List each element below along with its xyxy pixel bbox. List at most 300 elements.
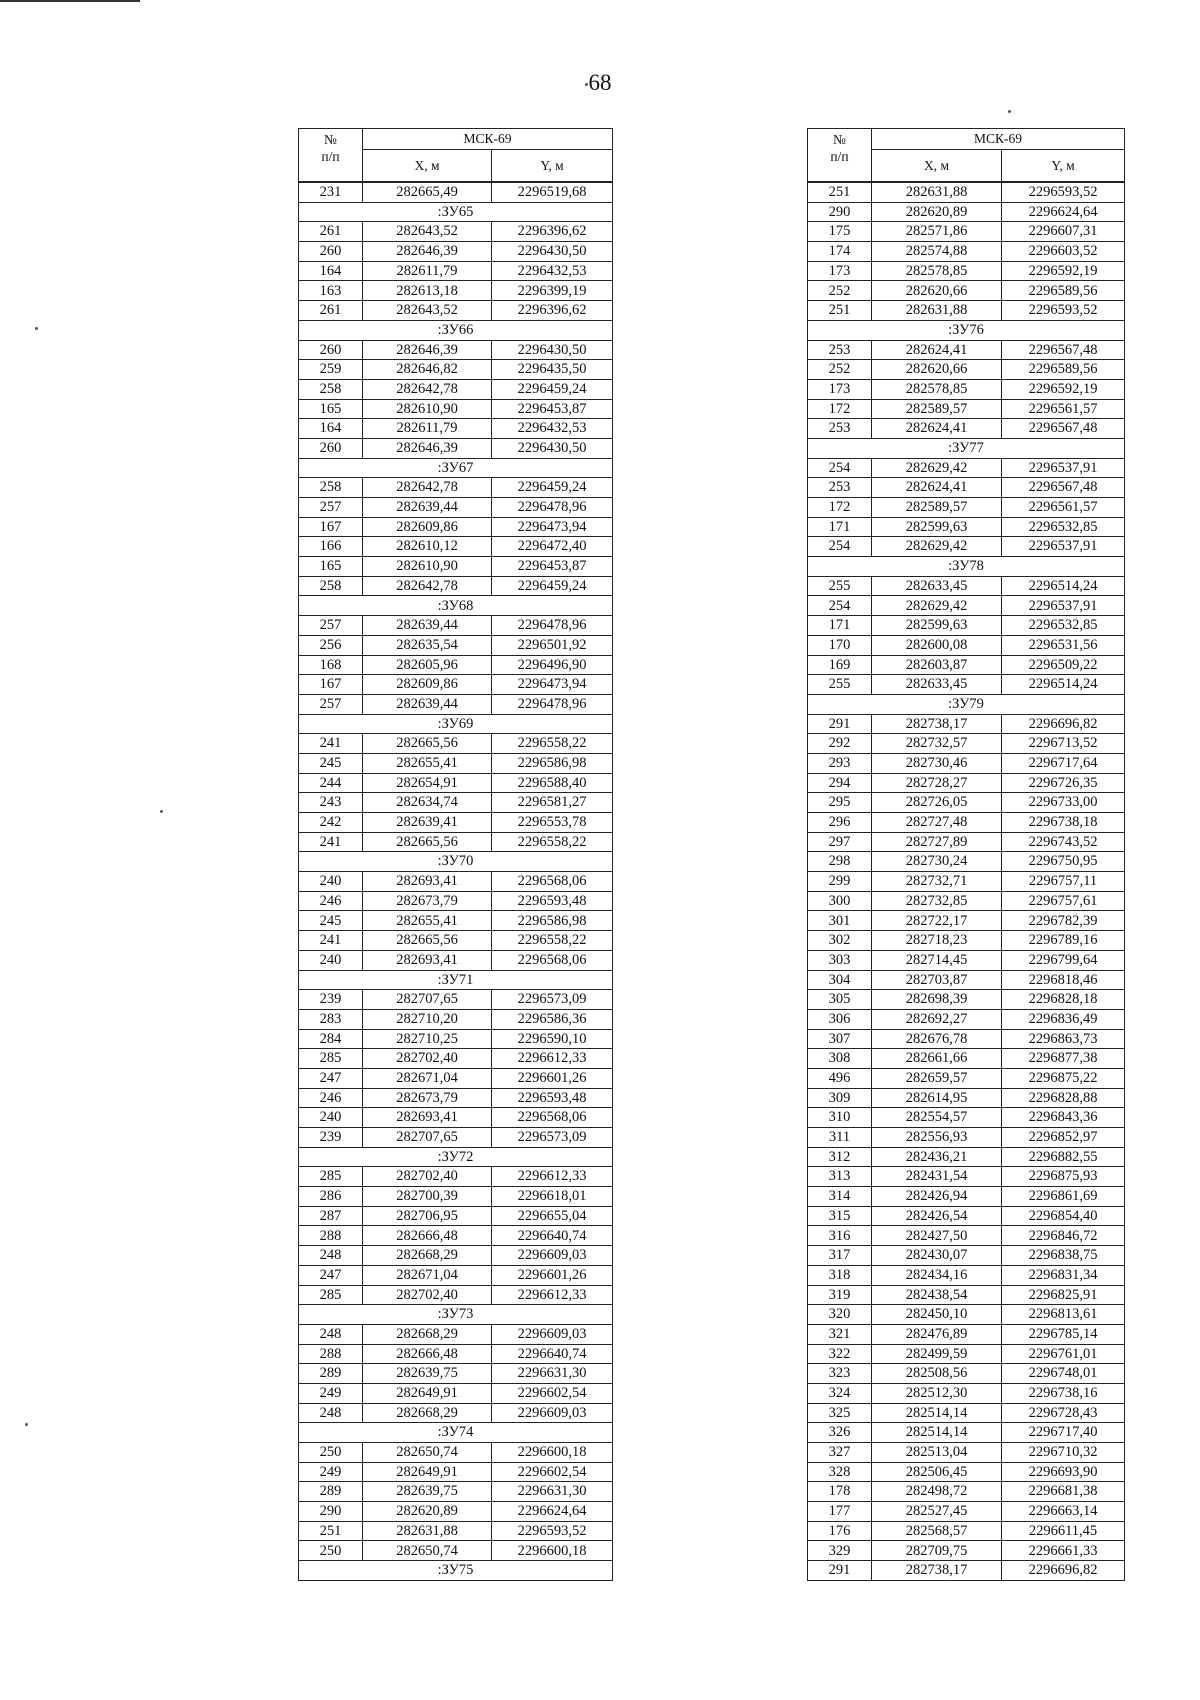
point-number-cell: 165 [299,557,363,577]
x-coordinate-cell: 282611,79 [363,419,492,439]
table-row [808,478,1125,498]
x-coordinate-cell: 282568,57 [872,1521,1002,1541]
y-coordinate-cell: 2296831,34 [1002,1265,1125,1285]
x-coordinate-cell: 282624,41 [872,340,1002,360]
y-coordinate-cell: 2296459,24 [492,576,613,596]
x-coordinate-cell: 282727,48 [872,813,1002,833]
section-row [299,714,613,734]
section-row [808,438,1125,458]
y-coordinate-cell: 2296818,46 [1002,970,1125,990]
x-coordinate-cell: 282730,24 [872,852,1002,872]
x-coordinate-cell: 282610,12 [363,537,492,557]
table-row [808,911,1125,931]
table-row [808,1226,1125,1246]
y-coordinate-cell: 2296661,33 [1002,1541,1125,1561]
point-number-cell: 257 [299,694,363,714]
x-coordinate-cell: 282527,45 [872,1502,1002,1522]
table-row [299,1187,613,1207]
table-row [299,1049,613,1069]
coordinate-system-header: МСК-69 [872,129,1125,150]
y-coordinate-cell: 2296854,40 [1002,1206,1125,1226]
point-number-cell: 258 [299,478,363,498]
x-coordinate-cell: 282706,95 [363,1206,492,1226]
point-number-cell: 166 [299,537,363,557]
table-row [808,1383,1125,1403]
table-row [299,360,613,380]
point-number-cell: 250 [299,1443,363,1463]
x-coordinate-cell: 282732,71 [872,872,1002,892]
x-coordinate-cell: 282635,54 [363,635,492,655]
point-number-cell: 305 [808,990,872,1010]
point-number-cell: 171 [808,517,872,537]
point-number-cell: 257 [299,616,363,636]
section-label: :ЗУ74 [299,1423,613,1443]
y-coordinate-cell: 2296509,22 [1002,655,1125,675]
y-coordinate-cell: 2296681,38 [1002,1482,1125,1502]
table-row [808,340,1125,360]
y-coordinate-cell: 2296519,68 [492,182,613,202]
y-coordinate-cell: 2296514,24 [1002,576,1125,596]
section-row [299,1561,613,1581]
x-coordinate-cell: 282506,45 [872,1462,1002,1482]
point-number-cell: 326 [808,1423,872,1443]
table-row [299,478,613,498]
point-number-cell: 251 [808,182,872,202]
point-number-cell: 296 [808,813,872,833]
table-row [299,1246,613,1266]
point-number-cell: 314 [808,1187,872,1207]
table-row [808,498,1125,518]
x-coordinate-cell: 282671,04 [363,1265,492,1285]
x-coordinate-cell: 282609,86 [363,517,492,537]
y-coordinate-cell: 2296430,50 [492,340,613,360]
y-coordinate-cell: 2296432,53 [492,419,613,439]
table-row [299,1502,613,1522]
section-label: :ЗУ69 [299,714,613,734]
table-row [299,1541,613,1561]
y-coordinate-cell: 2296603,52 [1002,242,1125,262]
x-coordinate-cell: 282605,96 [363,655,492,675]
point-number-cell: 254 [808,596,872,616]
section-label: :ЗУ68 [299,596,613,616]
table-body [299,182,613,1580]
y-coordinate-cell: 2296472,40 [492,537,613,557]
scan-speck [35,327,38,330]
section-row [299,1423,613,1443]
point-number-cell: 287 [299,1206,363,1226]
x-coordinate-cell: 282665,49 [363,182,492,202]
table-row [299,242,613,262]
y-coordinate-cell: 2296757,11 [1002,872,1125,892]
table-row [808,1423,1125,1443]
point-number-cell: 258 [299,379,363,399]
point-number-cell: 308 [808,1049,872,1069]
y-coordinate-cell: 2296882,55 [1002,1147,1125,1167]
x-coordinate-cell: 282710,25 [363,1029,492,1049]
table-row [299,261,613,281]
table-row [808,458,1125,478]
y-coordinate-cell: 2296573,09 [492,990,613,1010]
y-coordinate-cell: 2296453,87 [492,399,613,419]
x-coordinate-cell: 282668,29 [363,1403,492,1423]
point-number-cell: 291 [808,1561,872,1581]
table-row [808,1049,1125,1069]
section-label: :ЗУ66 [299,320,613,340]
y-coordinate-cell: 2296537,91 [1002,596,1125,616]
table-row [808,360,1125,380]
point-number-cell: 177 [808,1502,872,1522]
point-number-cell: 322 [808,1344,872,1364]
x-coordinate-cell: 282426,94 [872,1187,1002,1207]
table-row [299,438,613,458]
table-row [299,1029,613,1049]
x-coordinate-cell: 282673,79 [363,1088,492,1108]
x-coordinate-cell: 282710,20 [363,1009,492,1029]
x-coordinate-cell: 282722,17 [872,911,1002,931]
x-coordinate-cell: 282718,23 [872,931,1002,951]
point-number-cell: 290 [808,202,872,222]
y-coordinate-cell: 2296726,35 [1002,773,1125,793]
table-row [808,576,1125,596]
scan-top-rule [0,0,140,2]
point-number-cell: 245 [299,911,363,931]
y-coordinate-cell: 2296589,56 [1002,281,1125,301]
point-number-cell: 291 [808,714,872,734]
y-header: Y, м [492,150,613,183]
y-coordinate-cell: 2296838,75 [1002,1246,1125,1266]
point-number-cell: 252 [808,360,872,380]
point-number-cell: 299 [808,872,872,892]
table-row [299,1383,613,1403]
y-coordinate-cell: 2296601,26 [492,1068,613,1088]
y-coordinate-cell: 2296609,03 [492,1403,613,1423]
x-coordinate-cell: 282631,88 [363,1521,492,1541]
x-coordinate-cell: 282639,41 [363,813,492,833]
y-coordinate-cell: 2296640,74 [492,1344,613,1364]
point-number-cell: 173 [808,261,872,281]
section-label: :ЗУ76 [808,320,1125,340]
x-coordinate-cell: 282613,18 [363,281,492,301]
section-label: :ЗУ72 [299,1147,613,1167]
point-number-cell: 288 [299,1344,363,1364]
point-number-cell: 285 [299,1167,363,1187]
y-coordinate-cell: 2296501,92 [492,635,613,655]
point-number-cell: 256 [299,635,363,655]
point-number-cell: 164 [299,261,363,281]
y-coordinate-cell: 2296624,64 [492,1502,613,1522]
point-number-cell: 261 [299,222,363,242]
x-coordinate-cell: 282646,39 [363,242,492,262]
table-row [808,517,1125,537]
x-coordinate-cell: 282642,78 [363,576,492,596]
point-number-cell: 304 [808,970,872,990]
x-coordinate-cell: 282693,41 [363,950,492,970]
y-header: Y, м [1002,150,1125,183]
section-label: :ЗУ71 [299,970,613,990]
x-coordinate-cell: 282426,54 [872,1206,1002,1226]
table-row [299,734,613,754]
table-row [299,537,613,557]
x-coordinate-cell: 282574,88 [872,242,1002,262]
y-coordinate-cell: 2296558,22 [492,931,613,951]
point-number-cell: 292 [808,734,872,754]
point-number-cell: 178 [808,1482,872,1502]
table-row [299,1108,613,1128]
point-number-cell: 302 [808,931,872,951]
x-coordinate-cell: 282692,27 [872,1009,1002,1029]
table-row [808,261,1125,281]
point-number-cell: 251 [808,301,872,321]
y-coordinate-cell: 2296586,36 [492,1009,613,1029]
table-row [299,1128,613,1148]
x-coordinate-cell: 282508,56 [872,1364,1002,1384]
point-number-cell: 285 [299,1285,363,1305]
y-coordinate-cell: 2296861,69 [1002,1187,1125,1207]
y-coordinate-cell: 2296537,91 [1002,458,1125,478]
scan-speck [25,1423,28,1426]
y-coordinate-cell: 2296607,31 [1002,222,1125,242]
x-coordinate-cell: 282599,63 [872,517,1002,537]
x-coordinate-cell: 282676,78 [872,1029,1002,1049]
point-number-cell: 307 [808,1029,872,1049]
x-coordinate-cell: 282702,40 [363,1049,492,1069]
y-coordinate-cell: 2296496,90 [492,655,613,675]
point-number-cell: 320 [808,1305,872,1325]
y-coordinate-cell: 2296875,93 [1002,1167,1125,1187]
point-number-cell: 317 [808,1246,872,1266]
x-coordinate-cell: 282703,87 [872,970,1002,990]
x-coordinate-cell: 282726,05 [872,793,1002,813]
x-coordinate-cell: 282513,04 [872,1443,1002,1463]
table-row [299,1324,613,1344]
x-coordinate-cell: 282700,39 [363,1187,492,1207]
table-row [299,1403,613,1423]
table-row [299,990,613,1010]
point-number-cell: 251 [299,1521,363,1541]
x-coordinate-cell: 282665,56 [363,931,492,951]
point-number-cell: 301 [808,911,872,931]
table-row [299,1462,613,1482]
x-coordinate-cell: 282659,57 [872,1068,1002,1088]
x-coordinate-cell: 282639,44 [363,616,492,636]
x-coordinate-cell: 282430,07 [872,1246,1002,1266]
table-row [808,379,1125,399]
x-coordinate-cell: 282665,56 [363,734,492,754]
y-coordinate-cell: 2296875,22 [1002,1068,1125,1088]
table-row [299,557,613,577]
table-row [299,891,613,911]
page-number: 68 [588,70,612,95]
table-row [808,242,1125,262]
y-coordinate-cell: 2296836,49 [1002,1009,1125,1029]
table-row [299,399,613,419]
point-number-cell: 288 [299,1226,363,1246]
table-row [808,1068,1125,1088]
y-coordinate-cell: 2296473,94 [492,517,613,537]
y-coordinate-cell: 2296612,33 [492,1049,613,1069]
point-number-cell: 248 [299,1324,363,1344]
table-row [808,1285,1125,1305]
x-header: X, м [363,150,492,183]
point-number-cell: 240 [299,950,363,970]
table-row [808,832,1125,852]
x-coordinate-cell: 282668,29 [363,1324,492,1344]
table-row [299,773,613,793]
y-coordinate-cell: 2296828,88 [1002,1088,1125,1108]
y-coordinate-cell: 2296710,32 [1002,1443,1125,1463]
point-number-cell: 306 [808,1009,872,1029]
point-number-cell: 247 [299,1265,363,1285]
table-row [299,419,613,439]
point-number-cell: 258 [299,576,363,596]
y-coordinate-cell: 2296785,14 [1002,1324,1125,1344]
table-body [808,182,1125,1580]
y-coordinate-cell: 2296877,38 [1002,1049,1125,1069]
x-coordinate-cell: 282649,91 [363,1462,492,1482]
x-coordinate-cell: 282514,14 [872,1423,1002,1443]
section-row [808,557,1125,577]
x-coordinate-cell: 282646,39 [363,340,492,360]
x-coordinate-cell: 282732,85 [872,891,1002,911]
point-number-cell: 285 [299,1049,363,1069]
table-row [808,1265,1125,1285]
table-row [808,753,1125,773]
point-number-cell: 300 [808,891,872,911]
section-row [299,596,613,616]
section-row [299,1305,613,1325]
point-number-cell: 171 [808,616,872,636]
table-row [808,1246,1125,1266]
point-number-cell: 327 [808,1443,872,1463]
y-coordinate-cell: 2296586,98 [492,911,613,931]
section-row [299,320,613,340]
point-number-cell: 260 [299,242,363,262]
y-coordinate-cell: 2296609,03 [492,1246,613,1266]
table-row [808,950,1125,970]
x-coordinate-cell: 282631,88 [872,301,1002,321]
y-coordinate-cell: 2296589,56 [1002,360,1125,380]
x-coordinate-cell: 282650,74 [363,1443,492,1463]
table-row [808,872,1125,892]
y-coordinate-cell: 2296553,78 [492,813,613,833]
y-coordinate-cell: 2296693,90 [1002,1462,1125,1482]
y-coordinate-cell: 2296430,50 [492,242,613,262]
point-number-cell: 298 [808,852,872,872]
y-coordinate-cell: 2296750,95 [1002,852,1125,872]
table-row [299,1364,613,1384]
point-number-cell: 321 [808,1324,872,1344]
table-row [299,950,613,970]
x-coordinate-cell: 282642,78 [363,478,492,498]
y-coordinate-cell: 2296561,57 [1002,498,1125,518]
y-coordinate-cell: 2296573,09 [492,1128,613,1148]
y-coordinate-cell: 2296558,22 [492,832,613,852]
table-row [808,852,1125,872]
point-number-cell: 253 [808,340,872,360]
point-number-cell: 310 [808,1108,872,1128]
point-number-cell: 250 [299,1541,363,1561]
x-coordinate-cell: 282498,72 [872,1482,1002,1502]
y-coordinate-cell: 2296459,24 [492,478,613,498]
y-coordinate-cell: 2296757,61 [1002,891,1125,911]
y-coordinate-cell: 2296618,01 [492,1187,613,1207]
table-row [299,222,613,242]
y-coordinate-cell: 2296612,33 [492,1167,613,1187]
x-coordinate-cell: 282646,39 [363,438,492,458]
table-row [808,1167,1125,1187]
table-row [299,1206,613,1226]
point-number-cell: 246 [299,1088,363,1108]
table-row [299,931,613,951]
x-coordinate-cell: 282476,89 [872,1324,1002,1344]
y-coordinate-cell: 2296532,85 [1002,517,1125,537]
y-coordinate-cell: 2296738,18 [1002,813,1125,833]
section-label: :ЗУ78 [808,557,1125,577]
y-coordinate-cell: 2296713,52 [1002,734,1125,754]
x-coordinate-cell: 282709,75 [872,1541,1002,1561]
x-coordinate-cell: 282624,41 [872,419,1002,439]
y-coordinate-cell: 2296537,91 [1002,537,1125,557]
y-coordinate-cell: 2296728,43 [1002,1403,1125,1423]
point-number-cell: 293 [808,753,872,773]
point-number-cell: 328 [808,1462,872,1482]
point-number-cell: 254 [808,458,872,478]
table-row [299,694,613,714]
table-row [808,1029,1125,1049]
point-number-cell: 318 [808,1265,872,1285]
table-row [808,1108,1125,1128]
table-row [808,419,1125,439]
point-number-cell: 289 [299,1482,363,1502]
x-coordinate-cell: 282631,88 [872,182,1002,202]
table-row [299,813,613,833]
table-row [808,1324,1125,1344]
point-number-cell: 175 [808,222,872,242]
table-row [808,1364,1125,1384]
y-coordinate-cell: 2296478,96 [492,694,613,714]
point-number-cell: 290 [299,1502,363,1522]
table-row [808,1128,1125,1148]
table-row [808,1521,1125,1541]
table-row [808,182,1125,202]
x-coordinate-cell: 282646,82 [363,360,492,380]
table-row [808,1482,1125,1502]
y-coordinate-cell: 2296663,14 [1002,1502,1125,1522]
y-coordinate-cell: 2296430,50 [492,438,613,458]
y-coordinate-cell: 2296696,82 [1002,1561,1125,1581]
table-row [299,793,613,813]
table-row [299,1167,613,1187]
x-coordinate-cell: 282671,04 [363,1068,492,1088]
table-row [808,714,1125,734]
y-coordinate-cell: 2296717,64 [1002,753,1125,773]
table-row [299,1443,613,1463]
y-coordinate-cell: 2296593,52 [1002,182,1125,202]
x-coordinate-cell: 282620,66 [872,281,1002,301]
x-coordinate-cell: 282639,75 [363,1482,492,1502]
point-number-cell: 172 [808,399,872,419]
y-coordinate-cell: 2296478,96 [492,498,613,518]
y-coordinate-cell: 2296600,18 [492,1541,613,1561]
y-coordinate-cell: 2296588,40 [492,773,613,793]
x-coordinate-cell: 282600,08 [872,635,1002,655]
point-number-cell: 239 [299,1128,363,1148]
table-row [299,301,613,321]
point-number-cell: 245 [299,753,363,773]
y-coordinate-cell: 2296478,96 [492,616,613,636]
x-coordinate-cell: 282603,87 [872,655,1002,675]
point-number-cell: 329 [808,1541,872,1561]
